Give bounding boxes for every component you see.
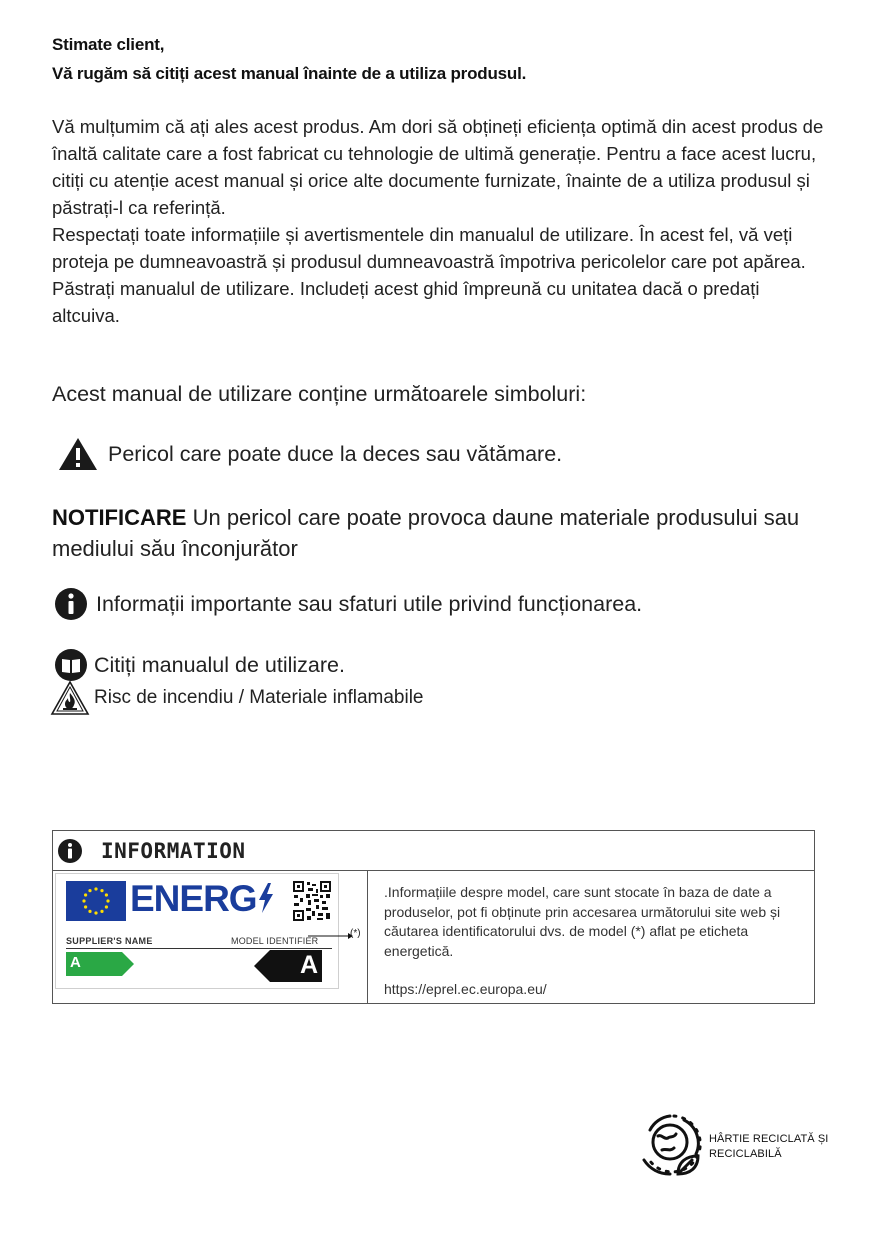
eprel-link[interactable]: https://eprel.ec.europa.eu/ bbox=[384, 981, 547, 997]
information-header bbox=[53, 831, 814, 871]
model-identifier: MODEL IDENTIFIER bbox=[231, 936, 319, 946]
recycled-paper-icon bbox=[640, 1110, 704, 1178]
warning-triangle-icon bbox=[56, 436, 100, 472]
info-symbol-row bbox=[52, 587, 642, 621]
intro-paragraph: Respectați toate informațiile și avertismentele din manualul de utilizare. În acest fel, vă veți proteja pe dumneavoastră și produsul dumneavoastră împotriva pericolelor care pot apărea. bbox=[52, 224, 806, 272]
notification-definition bbox=[52, 502, 832, 564]
energy-brand bbox=[130, 877, 275, 921]
recycled-paper-line: HÂRTIE RECICLATĂ ȘI bbox=[709, 1133, 829, 1145]
intro-text bbox=[52, 113, 832, 329]
energy-class-scale-letter: A bbox=[70, 954, 81, 971]
information-title: INFORMATION bbox=[101, 838, 246, 863]
manual-symbol-row bbox=[52, 648, 345, 682]
intro-paragraph: Vă mulțumim că ați ales acest produs. Am dori să obțineți eficiența optimă din acest produs de înaltă calitate care a fost fabricat cu tehnologie de ultimă generație. Pentru a face acest lucru, citiți cu atenție acest manual și orice alte documente furnizate, înainte de a utiliza produsul și păstrați-l ca referință. bbox=[52, 116, 824, 218]
recycled-paper-text bbox=[709, 1132, 828, 1162]
intro-paragraph: Păstrați manualul de utilizare. Includeți acest ghid împreună cu unitatea dacă o predați altcuiva. bbox=[52, 278, 760, 326]
notification-description: Un pericol care poate provoca daune materiale produsului sau mediului său înconjurător bbox=[52, 505, 800, 561]
info-circle-icon bbox=[57, 838, 83, 864]
energy-brand-text: ENERG bbox=[130, 878, 257, 919]
lightning-icon bbox=[257, 883, 275, 913]
model-info-text bbox=[384, 883, 809, 1000]
greeting: Stimate client, bbox=[52, 35, 165, 54]
model-info-description: .Informațiile despre model, care sunt stocate în baza de date a produselor, pot fi obținute prin accesarea următorului site web și căutarea identificatorului dvs. de model (*) aflat pe eticheta energetică. bbox=[384, 884, 781, 959]
symbols-title: Acest manual de utilizare conține următoarele simboluri: bbox=[52, 382, 587, 406]
info-description: Informații importante sau sfaturi utile privind funcționarea. bbox=[96, 591, 643, 616]
manual-description: Citiți manualul de utilizare. bbox=[94, 652, 345, 677]
notification-label: NOTIFICARE bbox=[52, 505, 187, 530]
label-divider bbox=[66, 948, 332, 949]
energy-label bbox=[55, 873, 339, 989]
energy-class-scale-arrow bbox=[66, 952, 134, 976]
footnote-marker: (*) bbox=[350, 928, 361, 939]
qr-code-icon bbox=[292, 880, 332, 922]
energy-class-rating-arrow bbox=[254, 950, 322, 982]
fire-symbol-row bbox=[52, 680, 424, 716]
warning-symbol-row bbox=[52, 436, 562, 472]
recycled-paper-line: RECICLABILĂ bbox=[709, 1148, 782, 1160]
fire-hazard-icon bbox=[50, 680, 90, 716]
supplier-name: SUPPLIER'S NAME bbox=[66, 936, 153, 946]
book-icon bbox=[54, 648, 88, 682]
energy-class-rating-letter: A bbox=[299, 951, 318, 979]
warning-description: Pericol care poate duce la deces sau vătămare. bbox=[108, 441, 563, 466]
eu-flag-icon bbox=[66, 881, 126, 921]
read-manual-notice: Vă rugăm să citiți acest manual înainte de a utiliza produsul. bbox=[52, 64, 527, 83]
fire-description: Risc de incendiu / Materiale inflamabile bbox=[94, 687, 424, 708]
info-circle-icon bbox=[54, 587, 88, 621]
information-box bbox=[52, 830, 815, 1004]
